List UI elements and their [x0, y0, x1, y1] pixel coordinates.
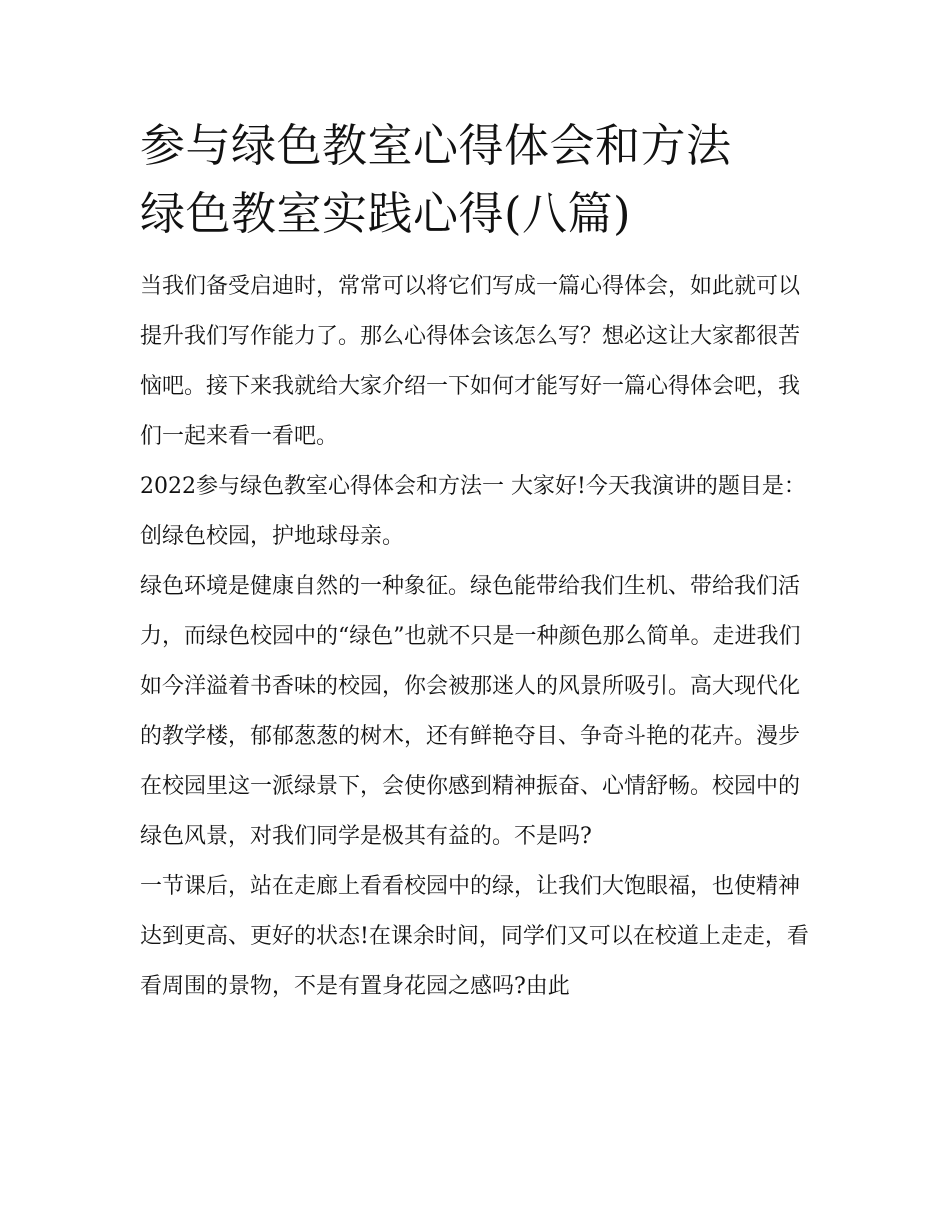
paragraph-intro: 当我们备受启迪时，常常可以将它们写成一篇心得体会，如此就可以提升我们写作能力了。那么心得体会该怎么写？想必这让大家都很苦恼吧。接下来我就给大家介绍一下如何才能写好一篇心得体会吧，我们一起来看一看吧。: [140, 274, 801, 449]
paragraph-after-class: 一节课后，站在走廊上看看校园中的绿，让我们大饱眼福，也使精神达到更高、更好的状态!在课余时间，同学们又可以在校道上走走，看看周围的景物，不是有置身花园之感吗?由此: [140, 874, 809, 999]
paragraph-speech-opening: 2022参与绿色教室心得体会和方法一 大家好!今天我演讲的题目是：创绿色校园，护地球母亲。: [140, 474, 806, 549]
title-line-2: 绿色教室实践心得(八篇): [140, 187, 632, 240]
document-title: [140, 112, 816, 248]
title-line-1: 参与绿色教室心得体会和方法: [140, 119, 732, 172]
paragraph-green-environment: 绿色环境是健康自然的一种象征。绿色能带给我们生机、带给我们活力，而绿色校园中的“绿色”也就不只是一种颜色那么简单。走进我们如今洋溢着书香味的校园，你会被那迷人的风景所吸引。高大现代化的教学楼，郁郁葱葱的树木，还有鲜艳夺目、争奇斗艳的花卉。漫步在校园里这一派绿景下，会使你感到精神振奋、心情舒畅。校园中的绿色风景，对我们同学是极其有益的。不是吗?: [140, 574, 801, 849]
document-body: [140, 112, 816, 1012]
